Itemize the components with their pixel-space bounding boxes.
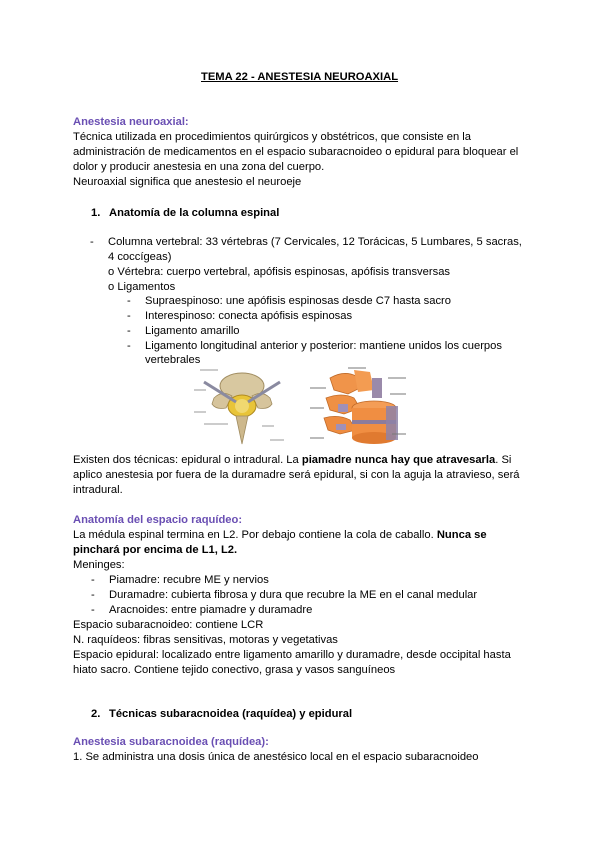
vertebra-cross-section-figure	[192, 366, 288, 446]
intro-line: Técnica utilizada en procedimientos quirúrgicos y obstétricos, que consiste en la	[73, 131, 471, 143]
meninge-item: Piamadre: recubre ME y nervios	[109, 574, 269, 586]
list-bullet-dash: -	[91, 604, 95, 616]
techniques-line	[73, 453, 511, 468]
ligament-item: vertebrales	[145, 354, 201, 366]
list-bullet-dash: -	[91, 589, 95, 601]
techniques-line: intradural.	[73, 484, 123, 496]
subaracnoideo-line: Espacio subaracnoideo: contiene LCR	[73, 619, 264, 631]
list-bullet-dash: -	[91, 574, 95, 586]
intro-line: dolor y producir anestesia en una zona del cuerpo.	[73, 161, 325, 173]
intro-line: administración de medicamentos en el espacio subaracnoideo o epidural para bloquear el	[73, 146, 519, 158]
epidural-line: hiato sacro. Contiene tejido conectivo, grasa y vasos sanguíneos	[73, 664, 396, 676]
ligament-item: Interespinoso: conecta apófisis espinosas	[145, 310, 353, 322]
section2-title: Técnicas subaracnoidea (raquídea) y epidural	[109, 708, 353, 720]
document-title: TEMA 22 - ANESTESIA NEUROAXIAL	[201, 71, 399, 83]
section2-heading: Anestesia subaracnoidea (raquídea):	[73, 736, 269, 748]
intro-heading: Anestesia neuroaxial:	[73, 116, 189, 128]
techniques-line: aplico anestesia por fuera de la duramadre será epidural, si con la aguja la atravieso, será	[73, 469, 520, 481]
espacio-bold-text: Nunca se	[436, 529, 487, 541]
intro-line: Neuroaxial significa que anestesio el neuroeje	[73, 176, 302, 188]
meninge-item: Aracnoides: entre piamadre y duramadre	[109, 604, 313, 616]
section2-line: 1. Se administra una dosis única de anestésico local en el espacio subaracnoideo	[73, 751, 479, 763]
vertebra-item: o Vértebra: cuerpo vertebral, apófisis espinosas, apófisis transversas	[108, 266, 451, 278]
espacio-bold-line: pinchará por encima de L1, L2.	[73, 544, 238, 556]
espacio-text: La médula espinal termina en L2. Por debajo contiene la cola de caballo.	[73, 529, 437, 541]
list-bullet-dash: -	[90, 236, 94, 248]
columna-line: 4 coccígeas)	[108, 251, 172, 263]
list-bullet-dash: -	[127, 325, 131, 337]
list-bullet-dash: -	[127, 340, 131, 352]
meninges-label: Meninges:	[73, 559, 125, 571]
list-bullet-dash: -	[127, 295, 131, 307]
ligament-item: Ligamento amarillo	[145, 325, 240, 337]
columna-line: Columna vertebral: 33 vértebras (7 Cervicales, 12 Torácicas, 5 Lumbares, 5 sacras,	[108, 236, 522, 248]
list-bullet-dash: -	[127, 310, 131, 322]
espacio-heading: Anatomía del espacio raquídeo:	[73, 514, 243, 526]
ligamentos-item: o Ligamentos	[108, 281, 176, 293]
techniques-text: Existen dos técnicas: epidural o intradural. La	[73, 454, 302, 466]
ligament-item: Ligamento longitudinal anterior y posterior: mantiene unidos los cuerpos	[145, 340, 502, 352]
section1-title: Anatomía de la columna espinal	[109, 207, 280, 219]
techniques-text: . Si	[495, 454, 512, 466]
espacio-line	[73, 528, 487, 543]
section2-number: 2.	[91, 708, 101, 720]
meninge-item: Duramadre: cubierta fibrosa y dura que recubre la ME en el canal medular	[109, 589, 478, 601]
techniques-bold-text: piamadre nunca hay que atravesarla	[301, 454, 496, 466]
section1-number: 1.	[91, 207, 101, 219]
spinal-ligaments-figure	[308, 364, 408, 448]
epidural-line: Espacio epidural: localizado entre ligamento amarillo y duramadre, desde occipital hasta	[73, 649, 511, 661]
nervios-line: N. raquídeos: fibras sensitivas, motoras y vegetativas	[73, 634, 338, 646]
ligament-item: Supraespinoso: une apófisis espinosas desde C7 hasta sacro	[145, 295, 451, 307]
